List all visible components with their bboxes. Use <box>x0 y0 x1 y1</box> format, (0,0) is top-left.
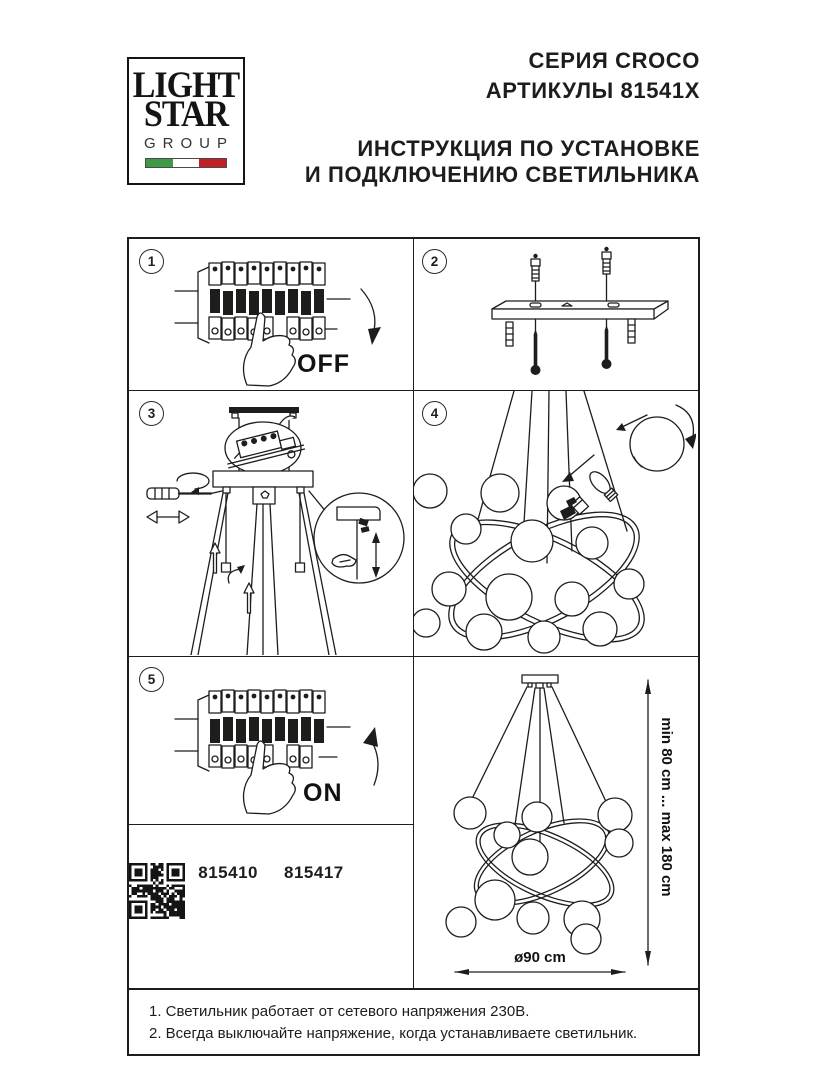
on-label: ON <box>303 779 343 807</box>
articles-title: АРТИКУЛЫ 81541X <box>485 78 700 103</box>
document-title <box>305 136 700 188</box>
globe-install-drawing <box>414 391 696 655</box>
step1-panel <box>129 239 414 391</box>
product-left <box>198 863 258 891</box>
qr-panel <box>129 825 414 988</box>
article-number-left: 815410 <box>198 863 258 882</box>
footnotes <box>127 988 700 1056</box>
off-label: OFF <box>297 350 350 378</box>
product-right <box>284 863 344 891</box>
flag-red <box>199 159 226 167</box>
diameter-label: ø90 cm <box>514 949 566 966</box>
step3-number-badge: 3 <box>139 401 164 426</box>
height-range-label: min 80 cm ... max 180 cm <box>658 717 675 897</box>
step2-panel <box>414 239 698 391</box>
logo-word-group: GROUP <box>143 134 234 152</box>
document-title-line1: ИНСТРУКЦИЯ ПО УСТАНОВКЕ <box>357 136 700 161</box>
footnote-1: 1. Светильник работает от сетевого напряжения 230В. <box>149 1003 530 1020</box>
header-text <box>305 48 700 188</box>
canopy-assembly-drawing <box>129 391 412 655</box>
step1-number-badge: 1 <box>139 249 164 274</box>
breaker-on-drawing <box>129 657 412 823</box>
step4-number-badge: 4 <box>422 401 447 426</box>
flag-white <box>173 159 200 167</box>
footnote-2: 2. Всегда выключайте напряжение, когда устанавливаете светильник. <box>149 1025 638 1042</box>
step4-panel <box>414 391 698 657</box>
breaker-off-drawing <box>129 239 412 389</box>
dimension-drawing <box>414 657 696 986</box>
instruction-table <box>127 237 700 990</box>
series-title: СЕРИЯ CROCO <box>528 48 700 73</box>
dimensions-panel <box>414 657 698 988</box>
document-title-line2: И ПОДКЛЮЧЕНИЮ СВЕТИЛЬНИКА <box>304 162 700 187</box>
logo-word-light: LIGHT <box>132 65 240 106</box>
step5-panel <box>129 657 414 825</box>
bracket-drawing <box>414 239 696 389</box>
italy-flag-icon <box>145 158 227 168</box>
step3-panel <box>129 391 414 657</box>
rotate-down-arrow <box>361 289 375 335</box>
logo-word-star: STAR <box>143 94 229 135</box>
flag-green <box>146 159 173 167</box>
step2-number-badge: 2 <box>422 249 447 274</box>
article-number-right: 815417 <box>284 863 344 882</box>
lightstar-logo <box>127 57 245 185</box>
step5-number-badge: 5 <box>139 667 164 692</box>
